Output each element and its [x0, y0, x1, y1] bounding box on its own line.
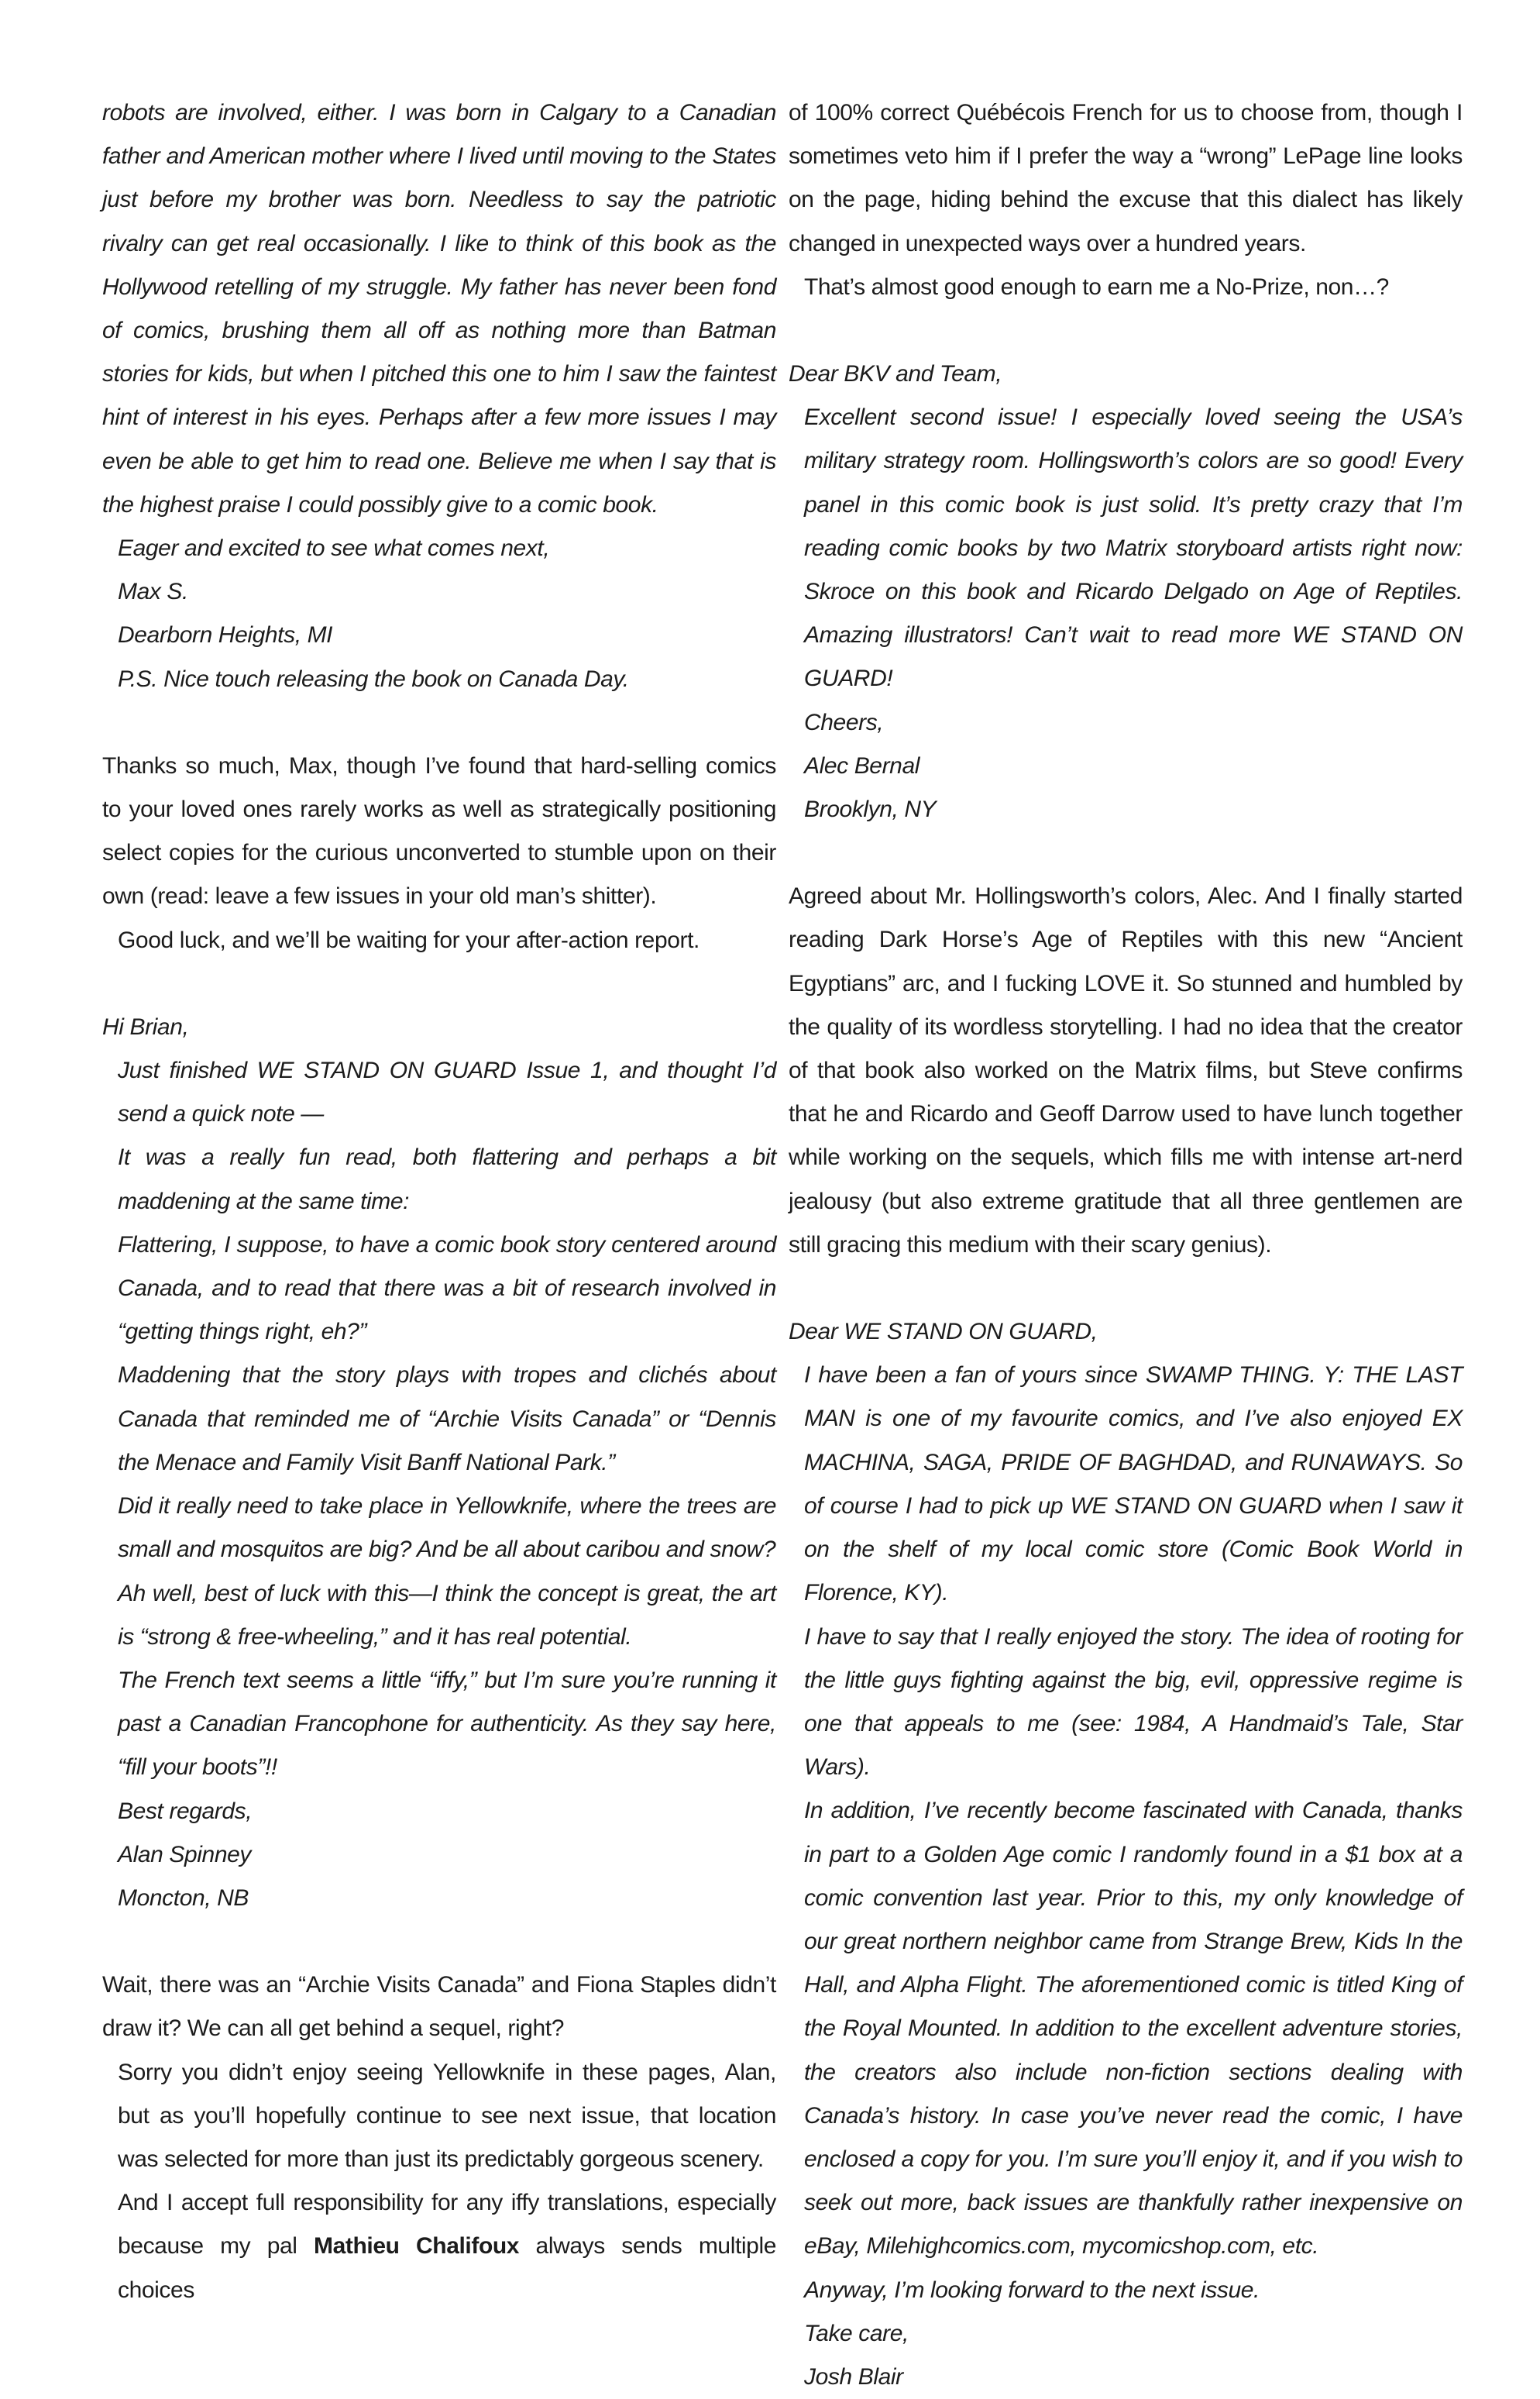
paragraph: [789, 353, 1463, 396]
paragraph-text: P.S. Nice touch releasing the book on Canada Day.: [118, 666, 629, 692]
paragraph-text: In addition, I’ve recently become fascinated with Canada, thanks in part to a Golden Age comic I randomly found in a $1 box at a comic convention last year. Prior to this, my only knowledge of our great northern neighbor came from Strange Brew, Kids In the Hall, and Alpha Flight. The aforementioned comic is titled King of the Royal Mounted. In addition to the excellent adventure stories, the creators also include non-fiction sections dealing with Canada’s history. In case you’ve never read the comic, I have enclosed a copy for you. I’m sure you’ll enjoy it, and if you wish to seek out more, back issues are thankfully rather inexpensive on eBay, Milehighcomics.com, mycomicshop.com, etc.: [804, 1798, 1463, 2260]
paragraph-text: I have been a fan of yours since SWAMP THING. Y: THE LAST MAN is one of my favourite comics, and I’ve also enjoyed EX MACHINA, SAGA, PRIDE OF BAGHDAD, and RUNAWAYS. So of course I had to pick up WE STAND ON GUARD when I saw it on the shelf of my local comic store (Comic Book World in Florence, KY).: [804, 1362, 1463, 1606]
paragraph: [102, 614, 776, 657]
paragraph-gap: [102, 1920, 776, 1964]
paragraph-text: Cheers,: [804, 709, 884, 735]
paragraph-text: Alan Spinney: [118, 1841, 251, 1867]
paragraph-gap: [789, 309, 1463, 353]
paragraph: [102, 1006, 776, 1049]
paragraph-text: Josh Blair: [804, 2363, 903, 2390]
paragraph: [102, 527, 776, 570]
paragraph: [102, 1354, 776, 1485]
paragraph-text: robots are involved, either. I was born in Calgary to a Canadian father and American mother where I lived until moving to the States just before my brother was born. Needless to say the patriotic rivalry can get real occasionally. I like to think of this book as the Hollywood retelling of my struggle. My father has never been fond of comics, brushing them all off as nothing more than Batman stories for kids, but when I pitched this one to him I saw the faintest hint of interest in his eyes. Perhaps after a few more issues I may even be able to get him to read one. Believe me when I say that is the highest praise I could possibly give to a comic book.: [102, 100, 776, 518]
paragraph-text: Dear WE STAND ON GUARD,: [789, 1319, 1098, 1345]
paragraph: [789, 91, 1463, 266]
paragraph: [789, 745, 1463, 788]
paragraph-text: Anyway, I’m looking forward to the next issue.: [804, 2277, 1260, 2303]
paragraph: [789, 1310, 1463, 1354]
paragraph-text: Good luck, and we’ll be waiting for your after-action report.: [118, 927, 700, 953]
paragraph-text: of 100% correct Québécois French for us to choose from, though I sometimes veto him if I prefer the way a “wrong” LePage line looks on the page, hiding behind the excuse that this dialect has likely changed in unexpected ways over a hundred years.: [789, 100, 1463, 256]
paragraph: [102, 2051, 776, 2182]
paragraph-text: Did it really need to take place in Yellowknife, where the trees are small and mosquitos are big? And be all about caribou and snow?: [118, 1493, 776, 1563]
paragraph: [789, 1354, 1463, 1615]
paragraph-text: Maddening that the story plays with tropes and clichés about Canada that reminded me of “Archie Visits Canada” or “Dennis the Menace and Family Visit Banff National Park.”: [118, 1362, 776, 1475]
paragraph-text: That’s almost good enough to earn me a No-Prize, non…?: [804, 274, 1389, 300]
paragraph-text: Moncton, NB: [118, 1884, 249, 1911]
paragraph: [789, 1789, 1463, 2268]
paragraph-text: It was a really fun read, both flattering and perhaps a bit maddening at the same time:: [118, 1144, 776, 1214]
paragraph-text: I have to say that I really enjoyed the story. The idea of rooting for the little guys fighting against the big, evil, oppressive regime is one that appeals to me (see: 1984, A Handmaid’s Tale, Star Wars).: [804, 1623, 1463, 1781]
paragraph-text: Brooklyn, NY: [804, 797, 937, 823]
paragraph: [789, 875, 1463, 1267]
paragraph: [102, 2181, 776, 2312]
paragraph-text: Flattering, I suppose, to have a comic book story centered around Canada, and to read that there was a bit of research involved in “getting things right, eh?”: [118, 1231, 776, 1345]
paragraph-text: Ah well, best of luck with this—I think the concept is great, the art is “strong & free-wheeling,” and it has real potential.: [118, 1580, 776, 1650]
paragraph: [102, 1877, 776, 1920]
paragraph: [102, 91, 776, 527]
paragraph-text: Alec Bernal: [804, 752, 920, 779]
paragraph-text: Dear BKV and Team,: [789, 361, 1002, 387]
paragraph: [789, 788, 1463, 831]
paragraph-text: The French text seems a little “iffy,” but I’m sure you’re running it past a Canadian Francophone for authenticity. As they say here, “fill your boots”!!: [118, 1667, 776, 1781]
paragraph-gap: [102, 701, 776, 745]
paragraph: [102, 1790, 776, 1833]
bold-name: Mathieu Chalifoux: [314, 2233, 520, 2260]
right-column: [789, 91, 1463, 2399]
paragraph-text: Thanks so much, Max, though I’ve found that hard-selling comics to your loved ones rarely works as well as strategically positioning select copies for the curious unconverted to stumble upon on their own (read: leave a few issues in your old man’s shitter).: [102, 752, 776, 910]
paragraph: [789, 2356, 1463, 2399]
paragraph-text: Just finished WE STAND ON GUARD Issue 1, and thought I’d send a quick note —: [118, 1058, 776, 1127]
paragraph-text: And I accept full responsibility for any iffy translations, especially because my pal: [118, 2190, 776, 2260]
paragraph: [102, 1659, 776, 1790]
paragraph: [102, 570, 776, 614]
paragraph: [789, 2269, 1463, 2312]
paragraph-text: Max S.: [118, 579, 188, 605]
paragraph-text: Eager and excited to see what comes next,: [118, 535, 550, 562]
left-column: [102, 91, 776, 2312]
paragraph-text: Hi Brian,: [102, 1014, 189, 1040]
paragraph-text: Dearborn Heights, MI: [118, 622, 333, 649]
paragraph-gap: [789, 831, 1463, 875]
paragraph-gap: [102, 962, 776, 1006]
paragraph: [789, 701, 1463, 745]
paragraph-text: Excellent second issue! I especially loved seeing the USA’s military strategy room. Hollingsworth’s colors are so good! Every panel in this comic book is just solid. It’s pretty crazy that I’m reading comic books by two Matrix storyboard artists right now: Skroce on this book and Ricardo Delgado on Age of Reptiles. Amazing illustrators! Can’t wait to read more WE STAND ON GUARD!: [804, 404, 1463, 692]
paragraph: [102, 1485, 776, 1571]
paragraph: [102, 1572, 776, 1659]
paragraph: [102, 745, 776, 919]
paragraph: [102, 1049, 776, 1136]
paragraph-text-continued: always sends multiple choices: [118, 2233, 776, 2303]
paragraph: [102, 1224, 776, 1354]
paragraph-gap: [789, 1267, 1463, 1310]
paragraph: [789, 266, 1463, 309]
paragraph: [102, 1833, 776, 1877]
paragraph: [102, 658, 776, 701]
paragraph: [789, 396, 1463, 700]
paragraph: [102, 1964, 776, 2050]
paragraph: [102, 1136, 776, 1223]
paragraph-text: Sorry you didn’t enjoy seeing Yellowknife in these pages, Alan, but as you’ll hopefully continue to see next issue, that location was selected for more than just its predictably gorgeous scenery.: [118, 2059, 776, 2172]
paragraph: [789, 1616, 1463, 1790]
paragraph: [789, 2312, 1463, 2356]
paragraph-text: Agreed about Mr. Hollingsworth’s colors, Alec. And I finally started reading Dark Horse’s Age of Reptiles with this new “Ancient Egyptians” arc, and I fucking LOVE it. So stunned and humbled by the quality of its wordless storytelling. I had no idea that the creator of that book also worked on the Matrix films, but Steve confirms that he and Ricardo and Geoff Darrow used to have lunch together while working on the sequels, which fills me with intense art-nerd jealousy (but also extreme gratitude that all three gentlemen are still gracing this medium with their scary genius).: [789, 883, 1463, 1258]
paragraph: [102, 919, 776, 962]
paragraph-text: Best regards,: [118, 1798, 253, 1824]
paragraph-text: Wait, there was an “Archie Visits Canada” and Fiona Staples didn’t draw it? We can all get behind a sequel, right?: [102, 1972, 776, 2042]
paragraph-text: Take care,: [804, 2320, 909, 2346]
